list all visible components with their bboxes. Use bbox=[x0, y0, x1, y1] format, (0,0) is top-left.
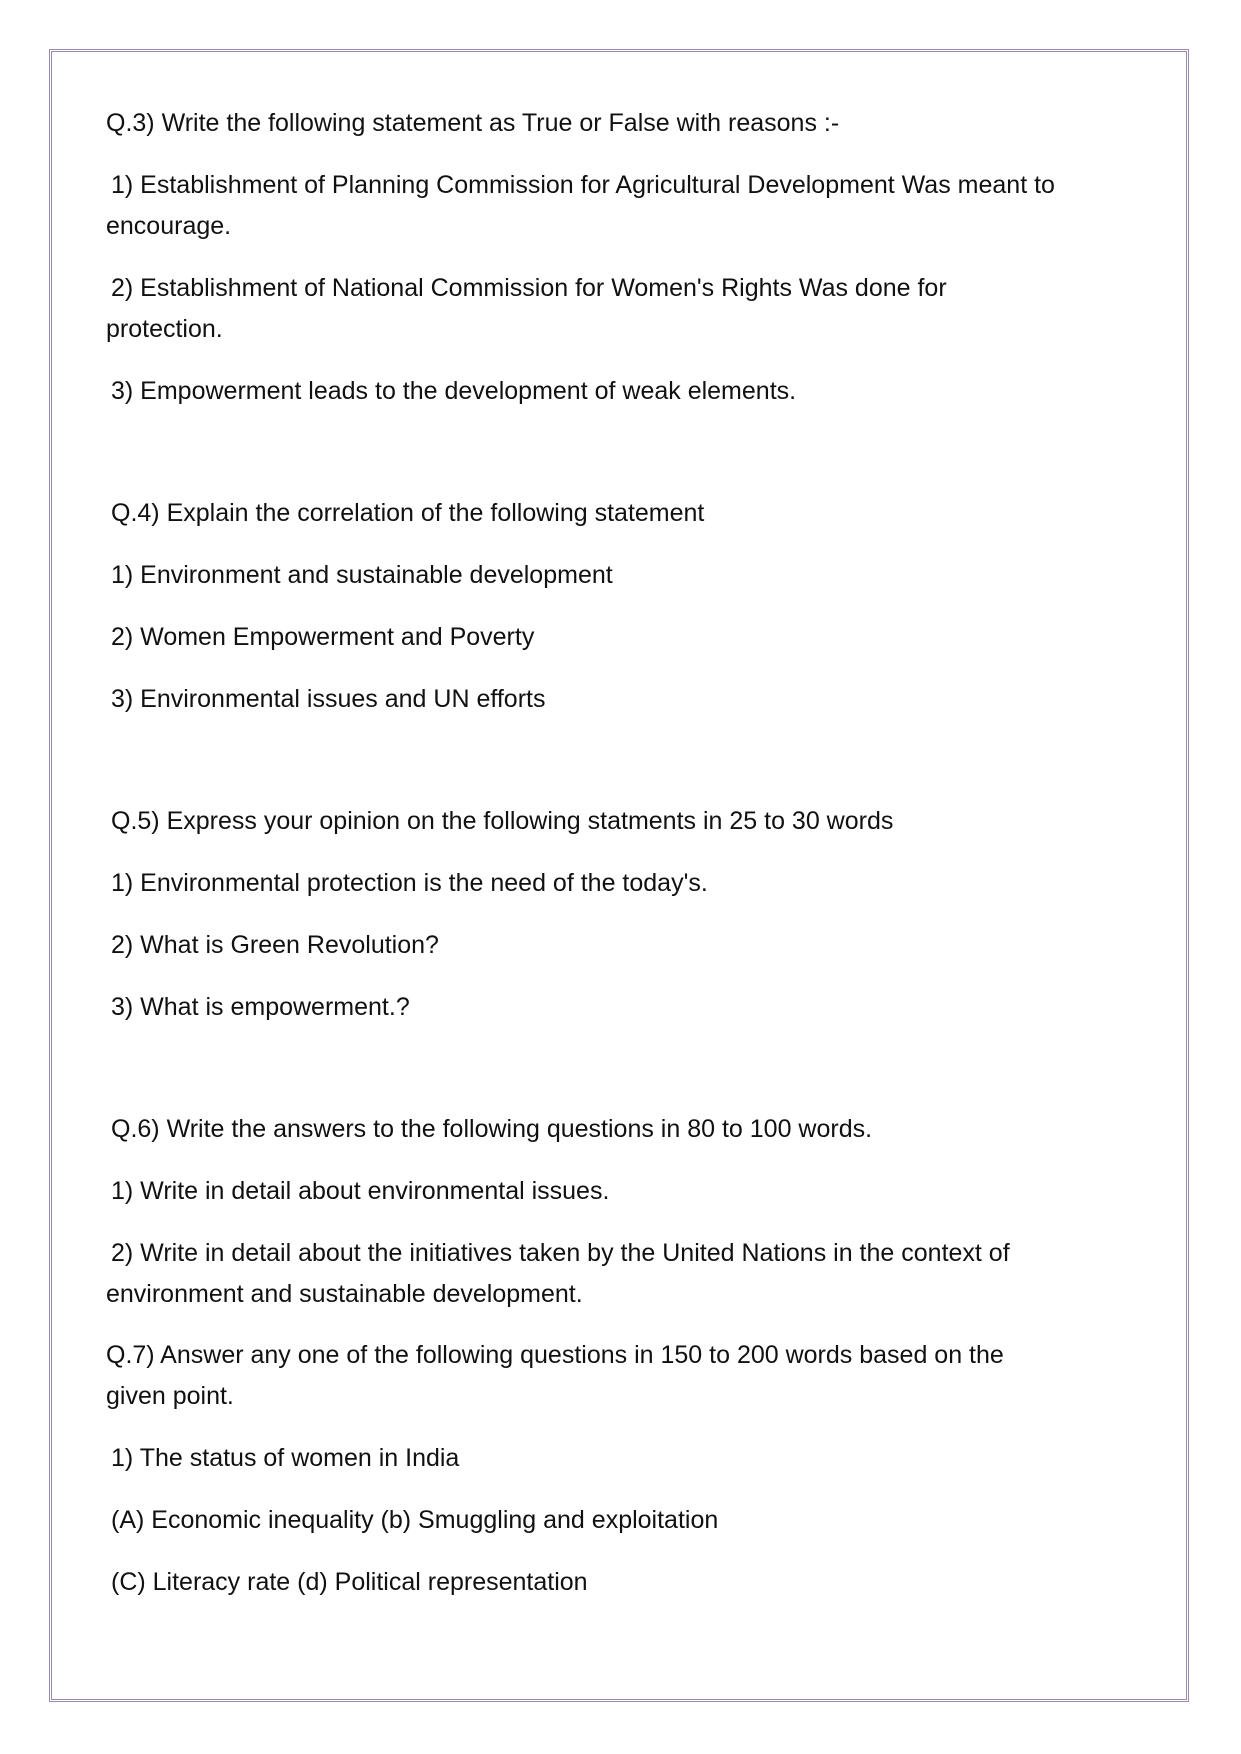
q3-item-2-line-2: protection. bbox=[106, 315, 223, 343]
q5-item-2: 2) What is Green Revolution? bbox=[111, 931, 439, 959]
q7-heading-line-1: Q.7) Answer any one of the following questions in 150 to 200 words based on the bbox=[106, 1341, 1004, 1369]
q7-points-ab: (A) Economic inequality (b) Smuggling and exploitation bbox=[111, 1506, 719, 1534]
q5-heading: Q.5) Express your opinion on the following statments in 25 to 30 words bbox=[111, 807, 894, 835]
q7-item-1: 1) The status of women in India bbox=[111, 1444, 460, 1472]
q3-item-1-line-1: 1) Establishment of Planning Commission for Agricultural Development Was meant to bbox=[111, 171, 1055, 199]
q5-item-3: 3) What is empowerment.? bbox=[111, 993, 410, 1021]
q4-item-3: 3) Environmental issues and UN efforts bbox=[111, 685, 546, 713]
q4-item-1: 1) Environment and sustainable development bbox=[111, 561, 613, 589]
q4-heading: Q.4) Explain the correlation of the following statement bbox=[111, 499, 705, 527]
q7-heading-line-2: given point. bbox=[106, 1382, 234, 1410]
q6-item-2-line-2: environment and sustainable development. bbox=[106, 1280, 583, 1308]
q3-item-1-line-2: encourage. bbox=[106, 212, 232, 240]
q5-item-1: 1) Environmental protection is the need of the today's. bbox=[111, 869, 708, 897]
q3-item-3: 3) Empowerment leads to the development of weak elements. bbox=[111, 377, 797, 405]
q3-heading: Q.3) Write the following statement as True or False with reasons :- bbox=[106, 109, 840, 137]
q4-item-2: 2) Women Empowerment and Poverty bbox=[111, 623, 535, 651]
q3-item-2-line-1: 2) Establishment of National Commission for Women's Rights Was done for bbox=[111, 274, 947, 302]
q7-points-cd: (C) Literacy rate (d) Political representation bbox=[111, 1568, 588, 1596]
q6-item-1: 1) Write in detail about environmental issues. bbox=[111, 1177, 610, 1205]
q6-item-2-line-1: 2) Write in detail about the initiatives taken by the United Nations in the context of bbox=[111, 1239, 1010, 1267]
q6-heading: Q.6) Write the answers to the following questions in 80 to 100 words. bbox=[111, 1115, 873, 1143]
